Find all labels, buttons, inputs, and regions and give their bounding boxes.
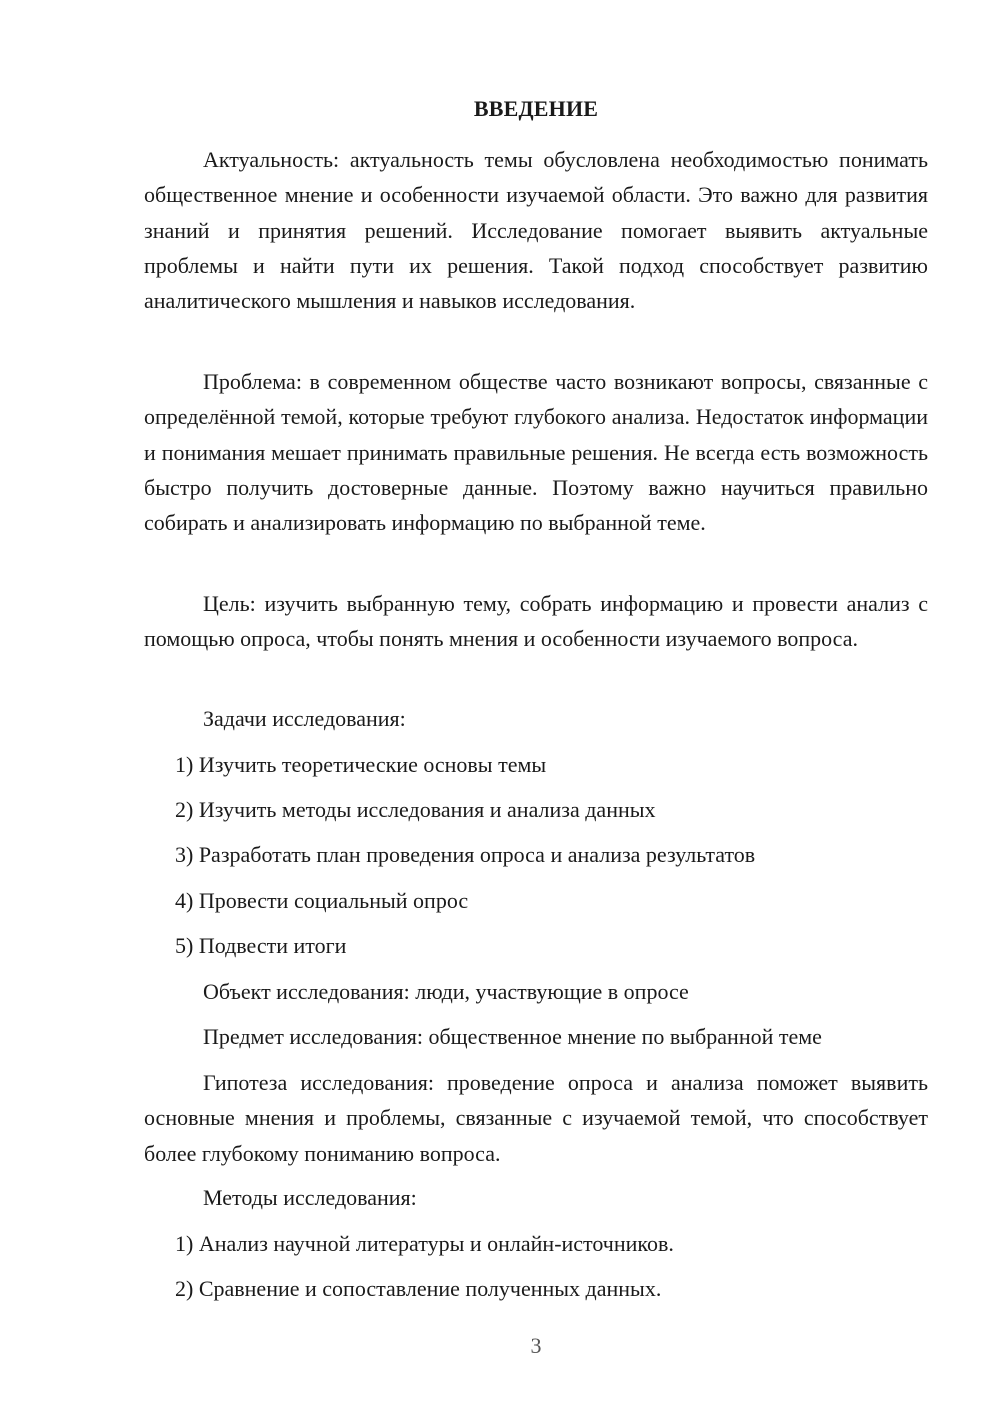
methods-heading: Методы исследования: xyxy=(203,1185,417,1210)
task-item: 1) Изучить теоретические основы темы xyxy=(175,752,547,777)
research-subject: Предмет исследования: общественное мнение по выбранной теме xyxy=(203,1024,822,1049)
task-item: 5) Подвести итоги xyxy=(175,933,347,958)
paragraph-problem: Проблема: в современном обществе часто возникают вопросы, связанные с определённой темой, которые требуют глубокого анализа. Недостаток информации и понимания мешает принимать правильные решения. Не всегда есть возможность быстро получить достоверные данные. Поэтому важно научиться правильно собирать и анализировать информацию по выбранной теме. xyxy=(144,369,928,536)
page-title: ВВЕДЕНИЕ xyxy=(473,96,599,121)
paragraph-hypothesis: Гипотеза исследования: проведение опроса и анализа поможет выявить основные мнения и проблемы, связанные с изучаемой темой, что способствует более глубокому пониманию вопроса. xyxy=(144,1070,928,1166)
page-number: 3 xyxy=(530,1333,542,1358)
research-object: Объект исследования: люди, участвующие в опросе xyxy=(203,979,689,1004)
task-item: 2) Изучить методы исследования и анализа данных xyxy=(175,797,656,822)
method-item: 2) Сравнение и сопоставление полученных данных. xyxy=(175,1276,662,1301)
paragraph-relevance: Актуальность: актуальность темы обусловлена необходимостью понимать общественное мнение и особенности изучаемой области. Это важно для развития знаний и принятия решений. Исследование помогает выявить актуальные проблемы и найти пути их решения. Такой подход способствует развитию аналитического мышления и навыков исследования. xyxy=(144,147,928,314)
task-item: 3) Разработать план проведения опроса и анализа результатов xyxy=(175,842,756,867)
paragraph-goal: Цель: изучить выбранную тему, собрать информацию и провести анализ с помощью опроса, чтобы понять мнения и особенности изучаемого вопроса. xyxy=(144,591,928,652)
task-item: 4) Провести социальный опрос xyxy=(175,888,469,913)
method-item: 1) Анализ научной литературы и онлайн-источников. xyxy=(175,1231,674,1256)
tasks-heading: Задачи исследования: xyxy=(203,706,406,731)
